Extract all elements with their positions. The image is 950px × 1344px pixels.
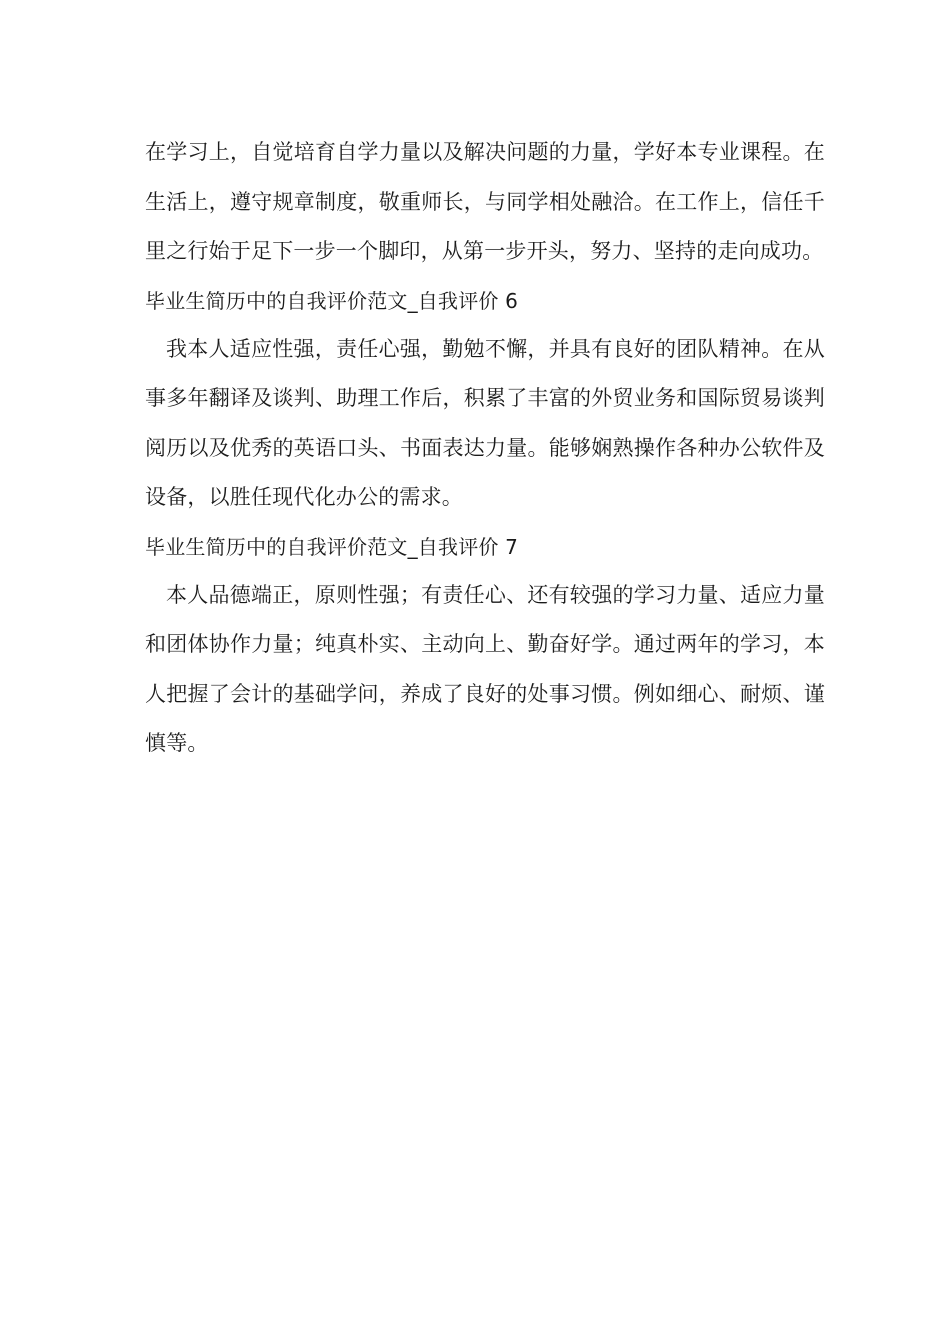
paragraph-self-evaluation-6: 我本人适应性强，责任心强，勤勉不懈，并具有良好的团队精神。在从事多年翻译及谈判、助理工作后，积累了丰富的外贸业务和国际贸易谈判阅历以及优秀的英语口头、书面表达力量。能够娴熟操作各种办公软件及设备，以胜任现代化办公的需求。 bbox=[145, 336, 825, 509]
section-heading-7: 毕业生简历中的自我评价范文_自我评价 7 bbox=[145, 534, 519, 559]
paragraph-study-life-work: 在学习上，自觉培育自学力量以及解决问题的力量，学好本专业课程。在生活上，遵守规章制度，敬重师长，与同学相处融洽。在工作上，信任千里之行始于足下一步一个脚印，从第一步开头，努力、坚持的走向成功。 bbox=[145, 140, 825, 263]
paragraph-self-evaluation-7: 本人品德端正，原则性强；有责任心、还有较强的学习力量、适应力量和团体协作力量；纯真朴实、主动向上、勤奋好学。通过两年的学习，本人把握了会计的基础学问，养成了良好的处事习惯。例如细心、耐烦、谨慎等。 bbox=[145, 582, 825, 755]
document-body bbox=[145, 128, 825, 769]
section-heading-6: 毕业生简历中的自我评价范文_自我评价 6 bbox=[145, 288, 519, 313]
